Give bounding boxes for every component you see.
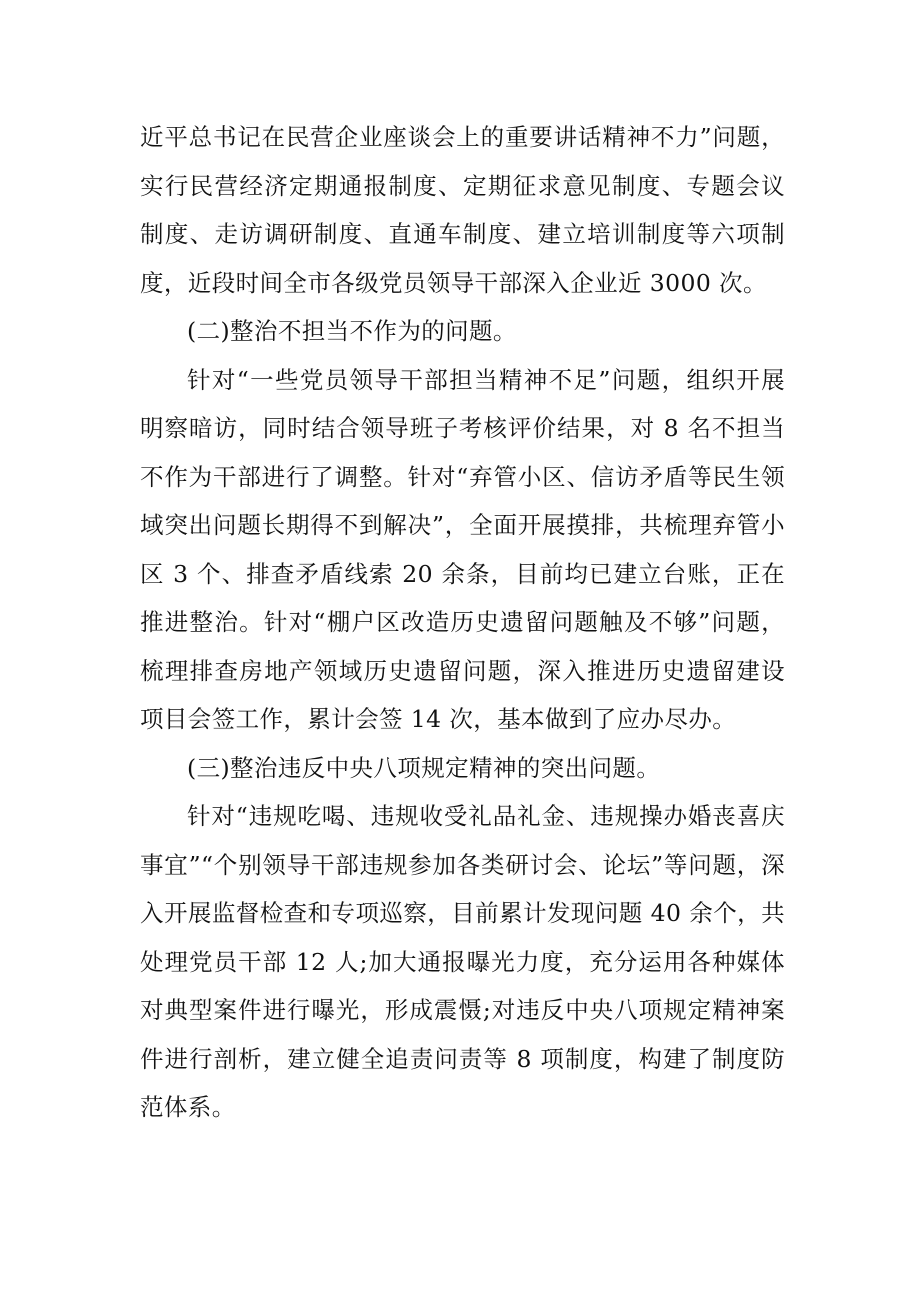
document-body bbox=[140, 113, 785, 1132]
paragraph-continued: 近平总书记在民营企业座谈会上的重要讲话精神不力”问题，实行民营经济定期通报制度、定期征求意见制度、专题会议制度、走访调研制度、直通车制度、建立培训制度等六项制度，近段时间全市各级党员领导干部深入企业近 3000 次。 bbox=[140, 123, 785, 297]
section-heading-2: (二)整治不担当不作为的问题。 bbox=[187, 317, 517, 345]
paragraph-section-3: 针对“违规吃喝、违规收受礼品礼金、违规操办婚丧喜庆事宜”“个别领导干部违规参加各类研讨会、论坛”等问题，深入开展监督检查和专项巡察，目前累计发现问题 40 余个，共处理党员干部 12 人;加大通报曝光力度，充分运用各种媒体对典型案件进行曝光，形成震慑;对违反中央八项规定精神案件进行剖析，建立健全追责问责等 8 项制度，构建了制度防范体系。 bbox=[140, 802, 785, 1121]
paragraph-section-2: 针对“一些党员领导干部担当精神不足”问题，组织开展明察暗访，同时结合领导班子考核评价结果，对 8 名不担当不作为干部进行了调整。针对“弃管小区、信访矛盾等民生领域突出问题长期得不到解决”，全面开展摸排，共梳理弃管小区 3 个、排查矛盾线索 20 余条，目前均已建立台账，正在推进整治。针对“棚户区改造历史遗留问题触及不够”问题，梳理排查房地产领域历史遗留问题，深入推进历史遗留建设项目会签工作，累计会签 14 次，基本做到了应办尽办。 bbox=[140, 365, 785, 733]
section-heading-3: (三)整治违反中央八项规定精神的突出问题。 bbox=[187, 753, 661, 782]
